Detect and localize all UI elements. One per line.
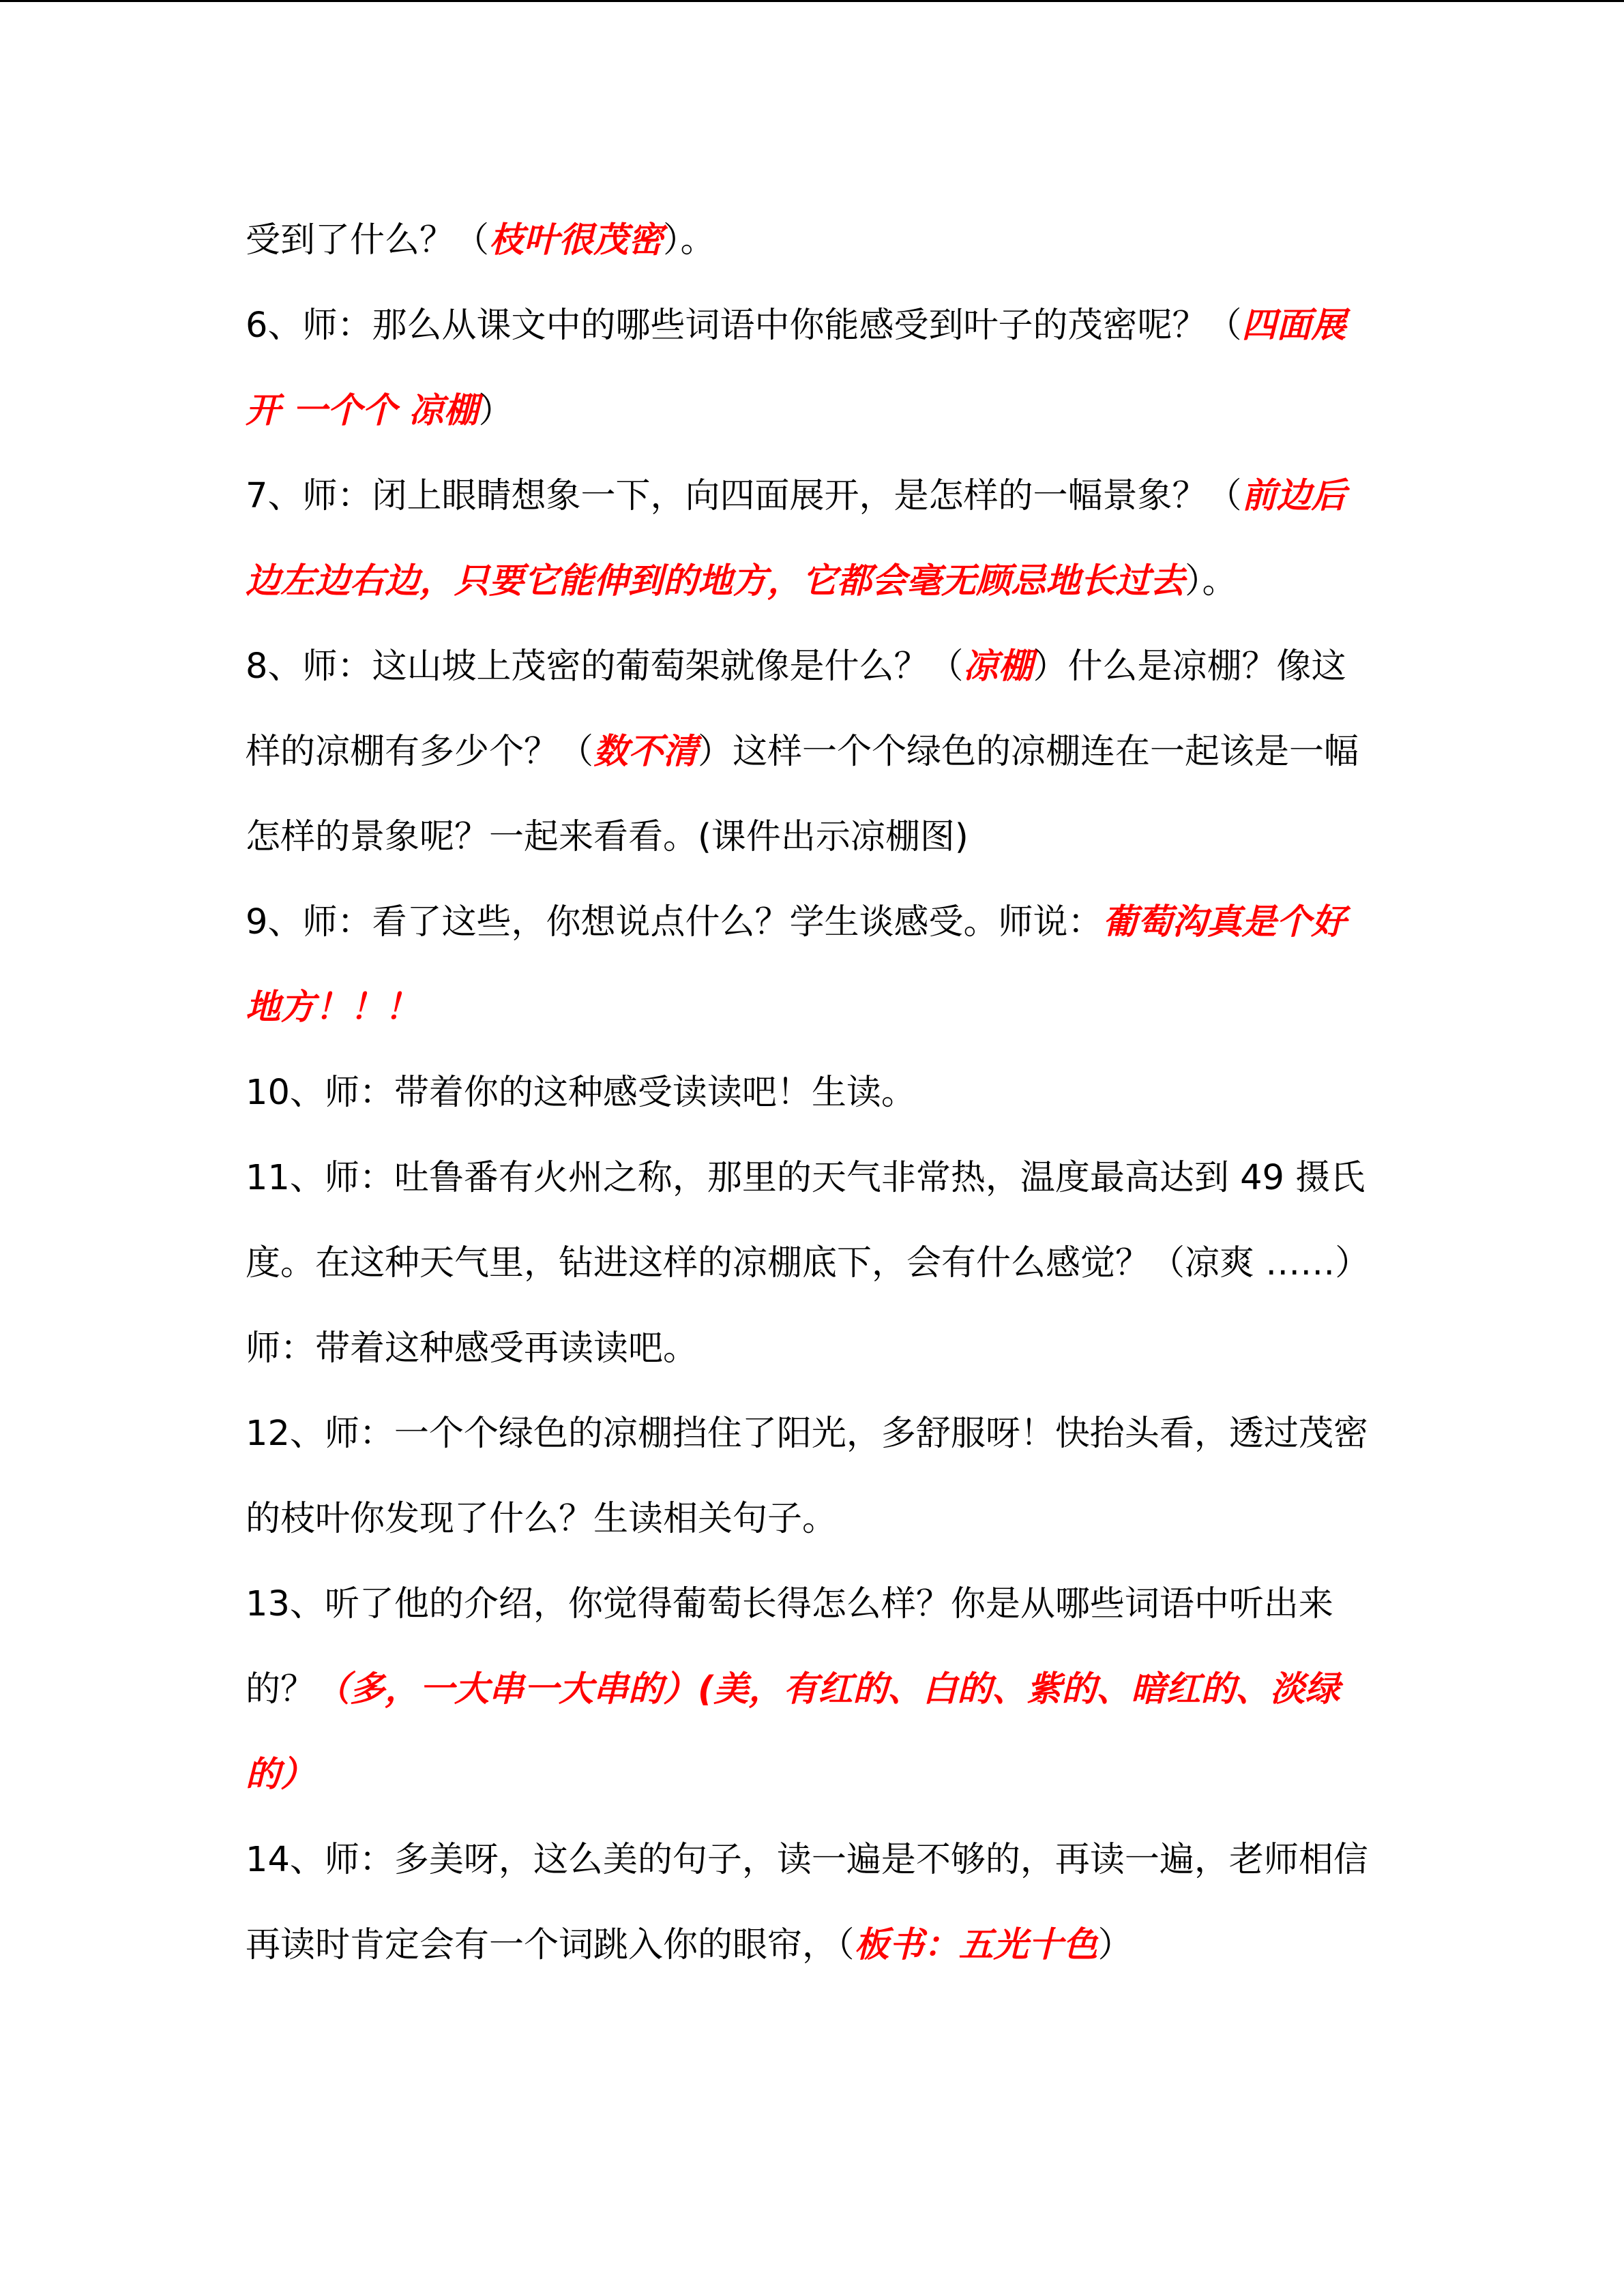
paragraph-11	[246, 1135, 1378, 1391]
text: ）	[1097, 1925, 1133, 1965]
answer-text: 前边后边左边右边，只要它能伸到的地方，它都会毫无顾忌地长过去	[246, 476, 1346, 601]
paragraph-8	[246, 624, 1378, 880]
text: 12、师：一个个绿色的凉棚挡住了阳光，多舒服呀！快抬头看，透过茂密的枝叶你发现了什么？生读相关句子。	[246, 1414, 1368, 1539]
answer-text: （多，一大串一大串的）(美，有红的、白的、紫的、暗红的、淡绿的）	[246, 1669, 1340, 1795]
paragraph-7	[246, 453, 1378, 624]
paragraph-12	[246, 1391, 1378, 1562]
text: 14、师：多美呀，这么美的句子，读一遍是不够的，再读一遍，老师相信再读时肯定会有一个词跳入你的眼帘，（	[246, 1840, 1368, 1965]
text: ）	[478, 391, 514, 431]
paragraph-13	[246, 1562, 1378, 1817]
text: 10、师：带着你的这种感受读读吧！生读。	[246, 1073, 916, 1113]
text: ）什么是凉棚？像这样的凉棚有多少个？（	[246, 646, 1346, 772]
text: 13、听了他的介绍，你觉得葡萄长得怎么样？你是从哪些词语中听出来的？	[246, 1584, 1333, 1710]
text: 受到了什么？（	[246, 220, 490, 260]
text: 6、师：那么从课文中的哪些词语中你能感受到叶子的茂密呢？（	[246, 305, 1242, 346]
paragraph-14	[246, 1817, 1378, 1988]
document-page	[246, 198, 1378, 1988]
text: 9、师：看了这些，你想说点什么？学生谈感受。师说：	[246, 902, 1103, 942]
paragraph-6	[246, 283, 1378, 453]
top-border-line	[0, 0, 1624, 2]
answer-text: 四面展开 一个个 凉棚	[246, 305, 1346, 431]
text: 7、师：闭上眼睛想象一下，向四面展开，是怎样的一幅景象？（	[246, 476, 1242, 516]
text: 11、师：吐鲁番有火州之称，那里的天气非常热，温度最高达到 49 摄氏度。在这种天气里，钻进这样的凉棚底下，会有什么感觉？（凉爽 ……）师：带着这种感受再读读吧。	[246, 1158, 1370, 1369]
text: ）。	[663, 220, 715, 260]
answer-text: 板书：五光十色	[854, 1925, 1098, 1965]
answer-text: 数不清	[593, 732, 698, 772]
text: ）。	[1185, 561, 1237, 601]
answer-text: 凉棚	[963, 646, 1033, 687]
text: ）这样一个个绿色的凉棚连在一起该是一幅怎样的景象呢？一起来看看。(课件出示凉棚图)	[246, 732, 1359, 857]
paragraph-5-cont	[246, 198, 1378, 283]
paragraph-9	[246, 880, 1378, 1050]
paragraph-10	[246, 1050, 1378, 1135]
text: 8、师：这山坡上茂密的葡萄架就像是什么？（	[246, 646, 964, 687]
answer-text: 葡萄沟真是个好地方！！！	[246, 902, 1346, 1028]
answer-text: 枝叶很茂密	[489, 220, 664, 260]
